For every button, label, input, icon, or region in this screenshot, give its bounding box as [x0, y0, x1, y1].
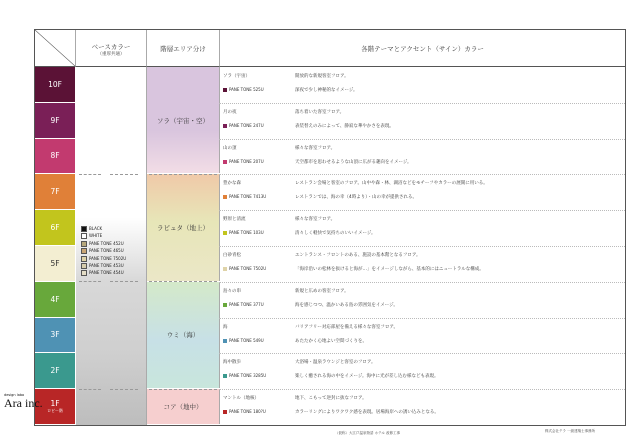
- legend-swatch: [81, 233, 87, 239]
- legend-swatch: [81, 270, 87, 276]
- theme-desc-1: 開放的な新規客室フロア。: [295, 74, 349, 79]
- zone-divider: [79, 389, 101, 390]
- floor-label-3F: [35, 318, 75, 354]
- tone-swatch: [223, 124, 227, 128]
- floor-number: 2F: [50, 366, 60, 376]
- theme-name: 月の夜: [223, 109, 237, 115]
- zone-label: コア（地中）: [163, 403, 203, 412]
- floor-number: 10F: [48, 79, 62, 89]
- floor-theme-row: [223, 389, 623, 425]
- base-subtitle: （重厚共通）: [97, 52, 125, 57]
- zone-divider: [110, 281, 138, 282]
- floor-theme-row: [223, 67, 623, 103]
- zone-band: [147, 389, 220, 424]
- theme-desc-2: 深夜で少し神秘的なイメージ。: [295, 88, 358, 93]
- floor-number: 7F: [50, 187, 60, 197]
- floor-label-5F: [35, 246, 75, 282]
- legend-swatch: [81, 263, 87, 269]
- project-note: （仮称）大江戸温泉物語 ホテル 改修工事: [335, 431, 401, 435]
- tone-label: PANE TONE 3285U: [229, 373, 267, 379]
- zone-band: [147, 67, 220, 173]
- theme-name: 野原と清流: [223, 217, 246, 223]
- color-plan-sheet: [34, 29, 626, 435]
- zone-band: [147, 282, 220, 388]
- legend-item: [81, 241, 124, 247]
- theme-name: 海: [223, 324, 228, 330]
- theme-desc-1: レストラン会場と客室のフロア。山中や森・林、湖沼などをモチーフやカラーの展開に用いる。: [295, 181, 488, 187]
- floor-number: 6F: [50, 223, 60, 233]
- accent-tone: [223, 409, 266, 414]
- floor-theme-row: [223, 353, 623, 389]
- theme-name: 海中散歩: [223, 360, 241, 366]
- accent-tone: [223, 338, 264, 343]
- zone-divider: [79, 174, 101, 175]
- tone-label: PANE TONE 7413U: [229, 194, 267, 200]
- zone-label: ラピュタ（地上）: [157, 224, 209, 233]
- legend-label: BLACK: [89, 226, 103, 231]
- floor-label-10F: [35, 67, 75, 103]
- tone-label: PANE TONE 180?U: [229, 409, 266, 415]
- tone-label: PANE TONE 207U: [229, 158, 264, 164]
- zone-divider: [110, 174, 138, 175]
- legend-label: PANE TONE 465U: [89, 248, 124, 254]
- zone-divider: [110, 389, 138, 390]
- logo-subtitle: design labo: [4, 393, 25, 397]
- theme-desc-1: 様々な客室フロア。: [295, 145, 336, 151]
- legend-swatch: [81, 256, 87, 262]
- floor-number: 1F: [50, 399, 60, 409]
- theme-desc-1: バリアフリー対応部屋を備える様々な客室フロア。: [295, 324, 398, 330]
- floor-theme-row: [223, 246, 623, 282]
- floor-sublabel: ロビー階: [47, 408, 63, 414]
- floor-number: 9F: [50, 115, 60, 125]
- legend-item: [81, 226, 102, 232]
- theme-desc-2: 天空都市を思わせるような山頂に広がる趣向をイメージ。: [295, 159, 412, 165]
- floor-number: 3F: [50, 330, 60, 340]
- theme-desc-1: 地下、こもって逆封に抜なフロア。: [295, 396, 367, 402]
- theme-desc-2: 清々しく軽快で気持ちのいいイメージ。: [295, 231, 376, 237]
- legend-item: [81, 256, 126, 262]
- tone-label: PANE TONE 103U: [229, 230, 264, 236]
- company-logo: [4, 393, 43, 411]
- accent-tone: [223, 230, 264, 235]
- tone-swatch: [223, 339, 227, 343]
- theme-name: 島々の串: [223, 288, 241, 294]
- tone-swatch: [223, 374, 227, 378]
- floor-theme-row: [223, 318, 623, 354]
- theme-name: マントル（地核）: [223, 396, 259, 402]
- legend-item: [81, 233, 102, 239]
- accent-tone: [223, 123, 264, 128]
- theme-desc-2: カラーリングによりワクワク感を表現。居場海岸への誘い込みとなる。: [295, 410, 439, 416]
- floor-number: 4F: [50, 294, 60, 304]
- legend-label: PANE TONE 7502U: [89, 255, 127, 261]
- tone-swatch: [223, 160, 227, 164]
- theme-name: 白砂青松: [223, 253, 241, 258]
- theme-name: 豊かな森: [223, 181, 241, 187]
- zone-divider: [149, 389, 217, 390]
- theme-desc-2: 「海岸沿いの松林を抜けると海が…」をイメージしながら、基本的にはニュートラルな構成。: [295, 267, 484, 272]
- floor-theme-row: [223, 103, 623, 139]
- accent-tone: [223, 87, 264, 92]
- legend-item: [81, 263, 124, 269]
- tone-swatch: [223, 231, 227, 235]
- zone-title: 階層エリア分け: [160, 45, 206, 53]
- logo-text: Ara inc.: [4, 396, 43, 410]
- zone-divider: [79, 281, 101, 282]
- accent-tone: [223, 159, 264, 164]
- theme-header: [220, 30, 625, 67]
- accent-tone: [223, 266, 266, 271]
- floor-label-4F: [35, 282, 75, 318]
- floor-theme-row: [223, 210, 623, 246]
- zone-divider: [149, 281, 217, 282]
- tone-swatch: [223, 267, 227, 271]
- floor-label-9F: [35, 103, 75, 139]
- floor-number: 5F: [50, 258, 60, 268]
- zone-band: [147, 174, 220, 280]
- theme-desc-1: エントランス・フロントのある、施設の基本階となるフロア。: [295, 253, 421, 258]
- company-name: 株式会社テラ 一級建築士事務所: [545, 429, 596, 433]
- legend-label: PANE TONE 452U: [89, 240, 124, 246]
- legend-label: PANE TONE 454U: [89, 270, 124, 276]
- legend-label: PANE TONE 453U: [89, 263, 124, 268]
- tone-swatch: [223, 303, 227, 307]
- theme-desc-1: 大浴場・温泉ラウンジと客室のフロア。: [295, 360, 376, 366]
- accent-tone: [223, 373, 266, 378]
- floor-label-6F: [35, 210, 75, 246]
- zone-header: [147, 30, 220, 67]
- floor-number: 8F: [50, 151, 60, 161]
- floor-label-2F: [35, 353, 75, 389]
- legend-swatch: [81, 241, 87, 247]
- theme-desc-1: 様々な客室フロア。: [295, 217, 336, 223]
- legend-swatch: [81, 248, 87, 254]
- theme-desc-1: 落ち着いた客室フロア。: [295, 109, 345, 115]
- floor-label-7F: [35, 174, 75, 210]
- theme-desc-2: 表装替えのみによって、静寂な華やかさを表現。: [295, 123, 394, 129]
- floor-theme-row: [223, 282, 623, 318]
- tone-label: PANE TONE 525U: [229, 87, 264, 92]
- base-title: ベースカラー: [91, 43, 131, 51]
- accent-tone: [223, 302, 264, 307]
- accent-tone: [223, 194, 266, 199]
- base-color-header: [76, 30, 147, 67]
- floor-theme-row: [223, 174, 623, 210]
- legend-item: [81, 248, 124, 254]
- theme-name: ソラ（宇宙）: [223, 74, 250, 79]
- legend-swatch: [81, 226, 87, 232]
- tone-swatch: [223, 195, 227, 199]
- theme-desc-2: あたたかく心地よい空間づくりを。: [295, 338, 367, 344]
- theme-desc-2: 海を感じつつ、温かいある島の雰囲気をイメージ。: [295, 302, 398, 308]
- zone-divider: [149, 174, 217, 175]
- theme-desc-2: レストランでは、海の幸（4時より）・山の幸が提供される。: [295, 195, 417, 201]
- corner-header: [35, 30, 76, 67]
- floor-label-8F: [35, 139, 75, 175]
- floor-theme-row: [223, 139, 623, 175]
- tone-label: PANE TONE 549U: [229, 337, 264, 343]
- zone-label: ウミ（海）: [166, 331, 200, 340]
- tone-label: PANE TONE 247U: [229, 122, 264, 128]
- tone-swatch: [223, 410, 227, 414]
- legend-label: WHITE: [89, 233, 103, 239]
- theme-desc-2: 楽しく癒される海の中をイメージ。海中に光が差し込む様なども表現。: [295, 374, 439, 380]
- tone-label: PANE TONE 377U: [229, 301, 264, 307]
- theme-title: 各階テーマとアクセント（サイン）カラー: [361, 45, 484, 53]
- tone-label: PANE TONE 7502U: [229, 266, 267, 271]
- tone-swatch: [223, 88, 227, 92]
- theme-name: 山の頂: [223, 145, 237, 151]
- zone-label: ソラ（宇宙・空）: [157, 116, 209, 125]
- legend-item: [81, 270, 124, 276]
- theme-desc-1: 新規と広めの客室フロア。: [295, 288, 349, 294]
- title-block: [35, 425, 625, 444]
